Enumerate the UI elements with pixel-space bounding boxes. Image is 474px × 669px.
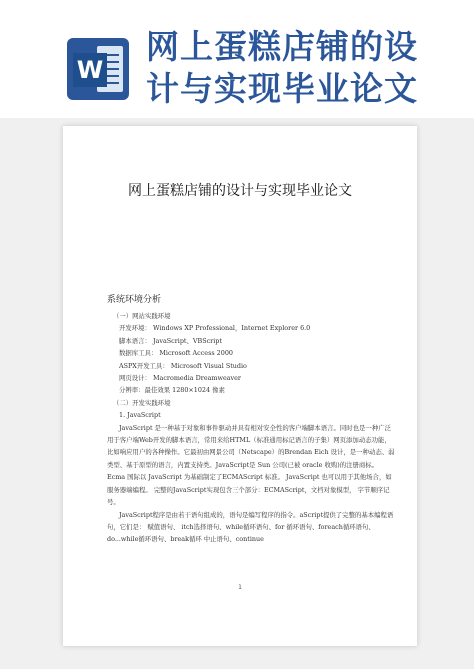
header-banner: [0, 0, 474, 118]
environment-line: 网页设计： Macromedia Dreamweaver: [119, 374, 241, 383]
environment-line: 分辨率：最佳效果 1280×1024 像素: [119, 386, 225, 395]
environment-line: 1. JavaScript: [119, 411, 161, 420]
paragraph-javascript-intro: JavaScript 是一种基于对象和事件驱动并具有相对安全性的客户端脚本语言。同时也是一种广泛用于客户端Web开发的脚本语言，常用来给HTML（标准通用标记语言的子集）网页添加动态功能，比如响应用户的各种操作。它最初由网景公司（Netscape）的Brendan Eich 设计，是一种动态、弱类型、基于原型的语言，内置支持类。JavaScript是 Sun 公司(已被 oracle 收购)的注册商标。 Ecma 国际以 JavaScript 为基础制定了ECMAScript 标准。 JavaScript 也可以用于其他场合，如服务器端编程。 完整的JavaScript实现包含三个部分：ECMAScript，文档对象模型， 字节顺序记号。: [107, 423, 395, 507]
word-document-icon: [67, 38, 129, 100]
page-number: 1: [238, 584, 242, 591]
word-icon-letter: W: [73, 53, 107, 87]
paragraph-javascript-statements: JavaScript程序是由若干语句组成的，语句是编写程序的指令。aScript提供了完整的基本编程语句，它们是： 赋值语句、 itch选择语句、while循环语句、for 循环语句、foreach循环语句、do...while循环语句、break循环 中止语句、continue: [107, 510, 394, 544]
environment-line: （二）开发实践环境: [113, 398, 171, 407]
banner-title-line-1: 网上蛋糕店铺的设: [146, 27, 418, 66]
environment-line: ASPX开发工具： Microsoft Visual Studio: [119, 361, 247, 370]
environment-line: （一）网站实践环境: [113, 312, 171, 320]
document-page[interactable]: [63, 126, 417, 646]
banner-title-line-2: 计与实现毕业论文: [146, 69, 418, 108]
environment-line: 开发环境： Windows XP Professional，Internet Explorer 6.0: [119, 324, 311, 333]
banner-title: [146, 26, 466, 110]
document-body: [107, 310, 397, 546]
environment-line: 脚本语言： JavaScript、VBScript: [119, 336, 222, 345]
section-heading: 系统环境分析: [107, 295, 162, 305]
document-title: 网上蛋糕店铺的设计与实现毕业论文: [128, 183, 352, 199]
environment-line: 数据库工具： Microsoft Access 2000: [119, 349, 233, 358]
environment-list: [107, 310, 397, 422]
